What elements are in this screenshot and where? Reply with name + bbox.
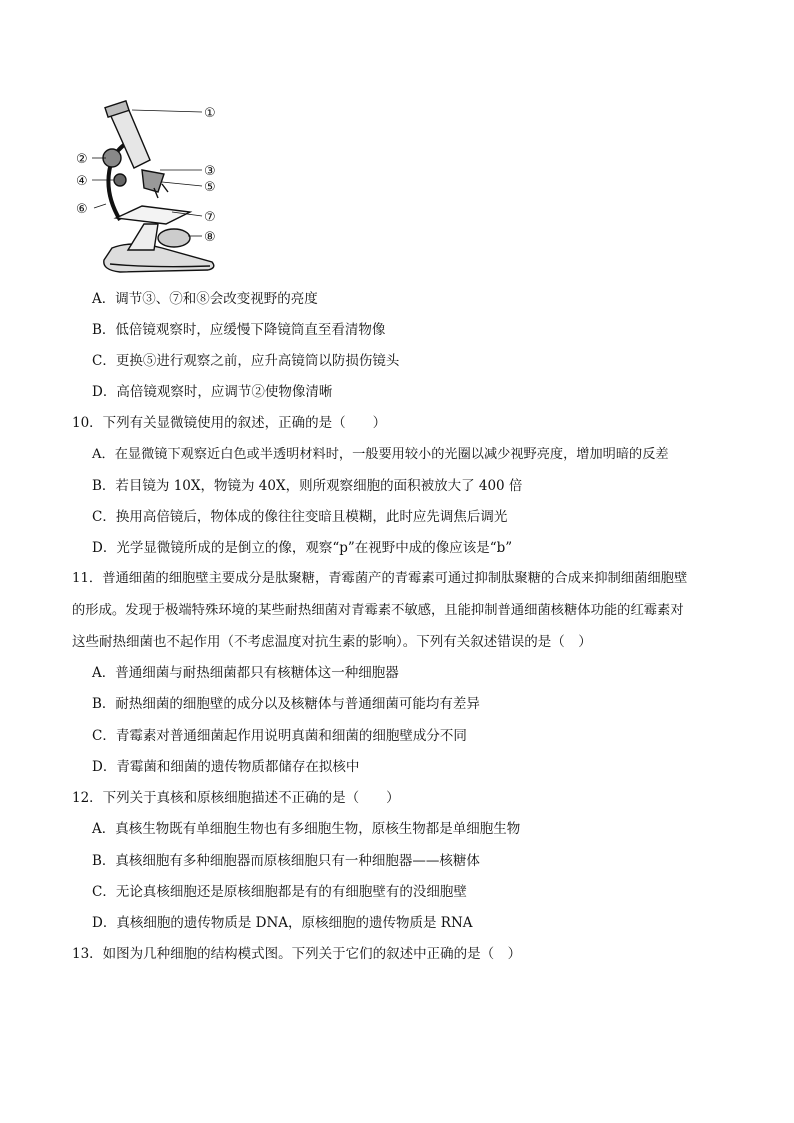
fig-label-6: ⑥	[76, 202, 88, 217]
q9-option-c: C．更换⑤进行观察之前，应升高镜筒以防损伤镜头	[92, 353, 400, 369]
q11-stem-line-3: 这些耐热细菌也不起作用（不考虑温度对抗生素的影响）。下列有关叙述错误的是（ ）	[72, 634, 592, 650]
q10-option-b: B．若目镜为 10X，物镜为 40X，则所观察细胞的面积被放大了 400 倍	[92, 478, 523, 494]
fig-label-1: ①	[204, 106, 216, 121]
fig-label-2: ②	[76, 152, 88, 167]
microscope-figure	[72, 100, 232, 278]
q11-option-a: A．普通细菌与耐热细菌都只有核糖体这一种细胞器	[92, 665, 399, 681]
fig-label-8: ⑧	[204, 230, 216, 245]
fine-knob	[114, 174, 126, 186]
q11-stem-line-2: 的形成。发现于极端特殊环境的某些耐热细菌对青霉素不敏感，且能抑制普通细菌核糖体功能的红霉素对	[72, 603, 684, 618]
q13-stem: 13．如图为几种细胞的结构模式图。下列关于它们的叙述中正确的是（ ）	[72, 946, 522, 962]
q11-stem-line-1: 11．普通细菌的细胞壁主要成分是肽聚糖，青霉菌产的青霉素可通过抑制肽聚糖的合成来抑制细菌细胞壁	[72, 571, 688, 586]
fig-label-4: ④	[76, 174, 88, 189]
q9-option-d: D．高倍镜观察时，应调节②使物像清晰	[92, 384, 333, 400]
q12-option-a: A．真核生物既有单细胞生物也有多细胞生物，原核生物都是单细胞生物	[92, 821, 521, 837]
q10-stem: 10．下列有关显微镜使用的叙述，正确的是（ ）	[72, 415, 387, 431]
microscope-base	[104, 244, 214, 272]
q11-option-b: B．耐热细菌的细胞壁的成分以及核糖体与普通细菌可能均有差异	[92, 696, 480, 712]
fig-label-3: ③	[204, 164, 216, 179]
fig-label-7: ⑦	[204, 210, 216, 225]
q10-option-a: A．在显微镜下观察近白色或半透明材料时，一般要用较小的光圈以减少视野亮度，增加明暗的反差	[92, 447, 669, 462]
q12-option-d: D．真核细胞的遗传物质是 DNA，原核细胞的遗传物质是 RNA	[92, 915, 473, 931]
q12-option-b: B．真核细胞有多种细胞器而原核细胞只有一种细胞器——核糖体	[92, 853, 480, 869]
microscope-mirror	[158, 229, 190, 247]
microscope-arm	[128, 224, 158, 250]
microscope-stage	[116, 206, 190, 224]
fig-label-5: ⑤	[204, 180, 216, 195]
q11-option-c: C．青霉素对普通细菌起作用说明真菌和细菌的细胞壁成分不同	[92, 728, 467, 744]
q12-option-c: C．无论真核细胞还是原核细胞都是有的有细胞壁有的没细胞壁	[92, 884, 467, 900]
q10-option-d: D．光学显微镜所成的是倒立的像，观察“p”在视野中成的像应该是“b”	[92, 540, 513, 556]
q12-stem: 12．下列关于真核和原核细胞描述不正确的是（ ）	[72, 790, 400, 806]
q9-option-a: A．调节③、⑦和⑧会改变视野的亮度	[92, 291, 318, 307]
q9-option-b: B．低倍镜观察时，应缓慢下降镜筒直至看清物像	[92, 322, 386, 338]
q10-option-c: C．换用高倍镜后，物体成的像往往变暗且模糊，此时应先调焦后调光	[92, 509, 508, 525]
q11-option-d: D．青霉菌和细菌的遗传物质都储存在拟核中	[92, 759, 360, 775]
